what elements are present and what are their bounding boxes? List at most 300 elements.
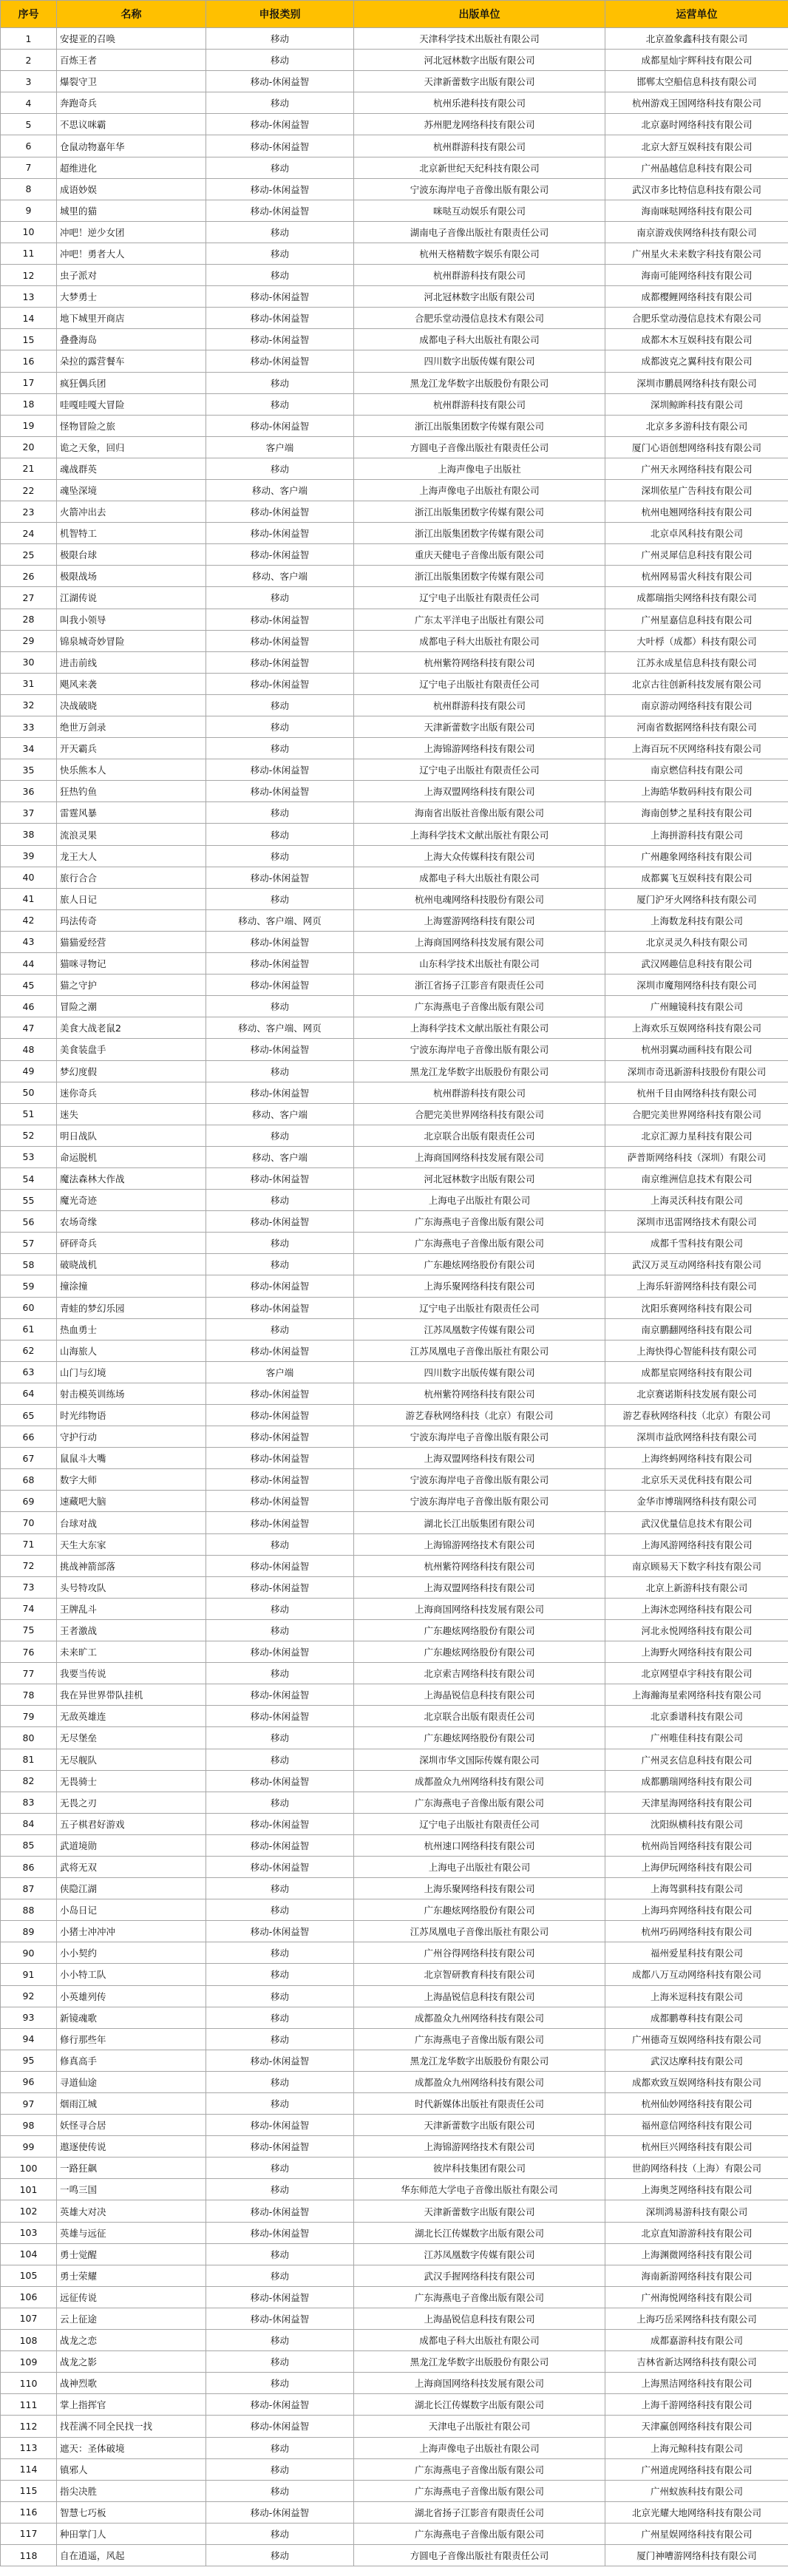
cell-category: 移动 <box>206 50 354 71</box>
cell-name: 王牌乱斗 <box>57 1598 206 1619</box>
cell-operator: 广州天永网络科技有限公司 <box>605 458 788 479</box>
cell-index: 46 <box>1 996 57 1017</box>
table-row <box>1 2093 788 2115</box>
table-row <box>1 2158 788 2179</box>
cell-operator: 南京游动网络科技有限公司 <box>605 694 788 716</box>
cell-publisher: 北京联合出版有限责任公司 <box>354 1706 605 1727</box>
cell-name: 未来旷工 <box>57 1641 206 1663</box>
cell-name: 战神烈歌 <box>57 2373 206 2394</box>
cell-name: 雷霆风暴 <box>57 802 206 824</box>
cell-category: 移动 <box>206 2265 354 2286</box>
table-row <box>1 329 788 350</box>
cell-operator: 上海沐恋网络科技有限公司 <box>605 1598 788 1619</box>
cell-publisher: 上海锦游网络技术有限公司 <box>354 2136 605 2158</box>
cell-operator: 北京灵灵久科技有限公司 <box>605 931 788 952</box>
cell-operator: 广州蚁族科技有限公司 <box>605 2480 788 2501</box>
cell-operator: 上海黑洁网络科技有限公司 <box>605 2373 788 2394</box>
cell-operator: 武汉达摩科技有限公司 <box>605 2050 788 2071</box>
cell-operator: 上海伊玩网络科技有限公司 <box>605 1856 788 1877</box>
cell-index: 57 <box>1 1233 57 1254</box>
cell-index: 98 <box>1 2115 57 2136</box>
cell-operator: 广州星娱网络科技有限公司 <box>605 2523 788 2544</box>
table-row <box>1 738 788 759</box>
header-index: 序号 <box>1 1 57 28</box>
table-row <box>1 996 788 1017</box>
cell-index: 48 <box>1 1039 57 1060</box>
cell-publisher: 上海双盟网络科技有限公司 <box>354 781 605 802</box>
cell-operator: 杭州电翘网络科技有限公司 <box>605 501 788 523</box>
table-row <box>1 1921 788 1942</box>
cell-operator: 南京维洲信息技术有限公司 <box>605 1167 788 1189</box>
cell-operator: 上海欢乐互娱网络科技有限公司 <box>605 1017 788 1039</box>
cell-name: 挑战神箭部落 <box>57 1555 206 1576</box>
cell-operator: 深圳市魔翔网络科技有限公司 <box>605 975 788 996</box>
cell-operator: 北京黍谱科技有限公司 <box>605 1706 788 1727</box>
table-row <box>1 1856 788 1877</box>
cell-index: 105 <box>1 2265 57 2286</box>
cell-category: 移动-休闲益智 <box>206 1469 354 1491</box>
cell-publisher: 杭州紫符网络科技有限公司 <box>354 1383 605 1404</box>
cell-publisher: 合肥完美世界网络科技有限公司 <box>354 1103 605 1125</box>
cell-publisher: 海南省出版社音像出版有限公司 <box>354 802 605 824</box>
cell-name: 极限台球 <box>57 544 206 566</box>
cell-index: 62 <box>1 1340 57 1361</box>
cell-operator: 广州灵犀信息科技有限公司 <box>605 544 788 566</box>
cell-name: 朵拉的露营餐车 <box>57 350 206 372</box>
cell-category: 移动 <box>206 1727 354 1749</box>
cell-operator: 武汉市多比特信息科技有限公司 <box>605 178 788 200</box>
cell-index: 88 <box>1 1899 57 1921</box>
cell-category: 移动-休闲益智 <box>206 1684 354 1706</box>
cell-operator: 北京赛诺斯科技发展有限公司 <box>605 1383 788 1404</box>
cell-category: 移动 <box>206 888 354 909</box>
cell-operator: 北京上新游科技有限公司 <box>605 1576 788 1598</box>
cell-publisher: 杭州群游科技有限公司 <box>354 1082 605 1103</box>
cell-publisher: 成都电子科大出版社有限公司 <box>354 867 605 888</box>
table-row <box>1 544 788 566</box>
cell-name: 美食大战老鼠2 <box>57 1017 206 1039</box>
cell-publisher: 苏州肥龙网络科技有限公司 <box>354 114 605 135</box>
cell-category: 移动-休闲益智 <box>206 1275 354 1297</box>
cell-category: 移动-休闲益智 <box>206 329 354 350</box>
cell-operator: 上海驾骐科技有限公司 <box>605 1878 788 1899</box>
cell-name: 机智特工 <box>57 523 206 544</box>
cell-category: 移动 <box>206 1878 354 1899</box>
cell-operator: 南京燃信科技有限公司 <box>605 759 788 781</box>
cell-publisher: 河北冠林数字出版有限公司 <box>354 1167 605 1189</box>
cell-name: 云上征途 <box>57 2308 206 2329</box>
cell-index: 81 <box>1 1749 57 1770</box>
cell-name: 超维进化 <box>57 157 206 178</box>
table-row <box>1 824 788 845</box>
cell-name: 诡之天象，回归 <box>57 436 206 458</box>
cell-index: 77 <box>1 1663 57 1684</box>
cell-publisher: 咪哒互动娱乐有限公司 <box>354 200 605 221</box>
cell-publisher: 江苏凤凰电子音像出版社有限公司 <box>354 1921 605 1942</box>
cell-operator: 北京多多游科技有限公司 <box>605 415 788 436</box>
cell-name: 射击模英训练场 <box>57 1383 206 1404</box>
cell-index: 43 <box>1 931 57 952</box>
cell-index: 97 <box>1 2093 57 2115</box>
cell-operator: 上海野火网络科技有限公司 <box>605 1641 788 1663</box>
table-row <box>1 802 788 824</box>
table-row <box>1 2050 788 2071</box>
cell-operator: 南京顾易天下数字科技有限公司 <box>605 1555 788 1576</box>
cell-name: 修行那些年 <box>57 2028 206 2050</box>
table-row <box>1 587 788 609</box>
cell-category: 移动 <box>206 372 354 393</box>
cell-operator: 大叶桴（成都）科技有限公司 <box>605 630 788 651</box>
cell-name: 旅行合合 <box>57 867 206 888</box>
cell-operator: 厦门神嘈游网络科技有限公司 <box>605 2544 788 2566</box>
table-body <box>1 28 788 2566</box>
cell-operator: 北京大舒互娱科技有限公司 <box>605 135 788 157</box>
table-row <box>1 1297 788 1318</box>
table-row <box>1 694 788 716</box>
cell-publisher: 上海晶锐信息科技有限公司 <box>354 2308 605 2329</box>
cell-name: 王者激战 <box>57 1619 206 1641</box>
cell-category: 移动 <box>206 1985 354 2007</box>
table-row <box>1 2351 788 2373</box>
cell-category: 移动 <box>206 157 354 178</box>
cell-category: 移动-休闲益智 <box>206 1426 354 1448</box>
cell-publisher: 宁波东海岸电子音像出版有限公司 <box>354 1469 605 1491</box>
cell-category: 移动 <box>206 2437 354 2458</box>
cell-category: 移动 <box>206 2243 354 2265</box>
cell-index: 90 <box>1 1942 57 1964</box>
cell-category: 移动-休闲益智 <box>206 759 354 781</box>
table-row <box>1 781 788 802</box>
cell-index: 108 <box>1 2330 57 2351</box>
cell-publisher: 杭州群游科技有限公司 <box>354 265 605 286</box>
cell-index: 7 <box>1 157 57 178</box>
cell-publisher: 广东海燕电子音像出版有限公司 <box>354 2480 605 2501</box>
cell-operator: 成都木木互娱科技有限公司 <box>605 329 788 350</box>
cell-name: 智慧七巧板 <box>57 2501 206 2523</box>
cell-name: 热血勇士 <box>57 1318 206 1340</box>
table-row <box>1 479 788 501</box>
cell-category: 移动-休闲益智 <box>206 71 354 92</box>
cell-category: 移动-休闲益智 <box>206 1834 354 1856</box>
cell-operator: 上海终蚂网络科技有限公司 <box>605 1448 788 1469</box>
cell-publisher: 广东海燕电子音像出版有限公司 <box>354 2458 605 2480</box>
cell-index: 104 <box>1 2243 57 2265</box>
cell-publisher: 深圳市华文国际传媒有限公司 <box>354 1749 605 1770</box>
cell-name: 江湖传说 <box>57 587 206 609</box>
cell-operator: 广州晶越信息科技有限公司 <box>605 157 788 178</box>
cell-name: 无尽堡垒 <box>57 1727 206 1749</box>
table-row <box>1 1405 788 1426</box>
cell-operator: 成都瑞指尖网络科技有限公司 <box>605 587 788 609</box>
cell-operator: 杭州千目由网络科技有限公司 <box>605 1082 788 1103</box>
cell-index: 34 <box>1 738 57 759</box>
cell-operator: 上海瀚海星索网络科技有限公司 <box>605 1684 788 1706</box>
cell-publisher: 河北冠林数字出版有限公司 <box>354 286 605 308</box>
cell-category: 移动 <box>206 1964 354 1985</box>
cell-index: 1 <box>1 28 57 50</box>
cell-name: 台球对战 <box>57 1512 206 1533</box>
cell-category: 移动-休闲益智 <box>206 2394 354 2416</box>
table-row <box>1 1727 788 1749</box>
cell-name: 无畏骑士 <box>57 1770 206 1792</box>
table-row <box>1 393 788 415</box>
cell-operator: 合肥乐堂动漫信息技术有限公司 <box>605 308 788 329</box>
header-category: 申报类别 <box>206 1 354 28</box>
cell-operator: 上海奥芝网络科技有限公司 <box>605 2179 788 2200</box>
cell-operator: 北京古往创新科技发展有限公司 <box>605 673 788 694</box>
cell-publisher: 上海科学技术文献出版社有限公司 <box>354 1017 605 1039</box>
cell-name: 新镜魂歌 <box>57 2007 206 2028</box>
cell-publisher: 辽宁电子出版社有限责任公司 <box>354 587 605 609</box>
cell-index: 50 <box>1 1082 57 1103</box>
cell-category: 移动-休闲益智 <box>206 2222 354 2243</box>
cell-publisher: 游艺春秋网络科技（北京）有限公司 <box>354 1405 605 1426</box>
cell-category: 移动、客户端 <box>206 1103 354 1125</box>
table-row <box>1 2394 788 2416</box>
cell-operator: 天津赢创网络科技有限公司 <box>605 2416 788 2437</box>
cell-index: 114 <box>1 2458 57 2480</box>
cell-index: 42 <box>1 909 57 931</box>
cell-operator: 深圳鲸眸科技有限公司 <box>605 393 788 415</box>
cell-operator: 广州唯佳科技有限公司 <box>605 1727 788 1749</box>
cell-operator: 海南可能网络科技有限公司 <box>605 265 788 286</box>
cell-category: 移动 <box>206 243 354 264</box>
cell-category: 移动-休闲益智 <box>206 2501 354 2523</box>
cell-index: 65 <box>1 1405 57 1426</box>
cell-publisher: 方圆电子音像出版社有限责任公司 <box>354 2544 605 2566</box>
cell-name: 地下城里开商店 <box>57 308 206 329</box>
table-row <box>1 1899 788 1921</box>
cell-index: 118 <box>1 2544 57 2566</box>
cell-index: 101 <box>1 2179 57 2200</box>
cell-publisher: 湖南电子音像出版社有限责任公司 <box>354 221 605 243</box>
table-row <box>1 2480 788 2501</box>
cell-category: 移动-休闲益智 <box>206 975 354 996</box>
cell-name: 冒险之潮 <box>57 996 206 1017</box>
cell-operator: 杭州仙妙网络科技有限公司 <box>605 2093 788 2115</box>
table-row <box>1 975 788 996</box>
cell-index: 25 <box>1 544 57 566</box>
cell-index: 61 <box>1 1318 57 1340</box>
table-row <box>1 2286 788 2308</box>
cell-category: 移动-休闲益智 <box>206 1921 354 1942</box>
cell-operator: 福州爱星科技有限公司 <box>605 1942 788 1964</box>
cell-category: 移动 <box>206 221 354 243</box>
table-row <box>1 1060 788 1082</box>
cell-category: 移动-休闲益智 <box>206 415 354 436</box>
cell-operator: 邯郸太空船信息科技有限公司 <box>605 71 788 92</box>
cell-name: 明日战队 <box>57 1125 206 1146</box>
cell-index: 116 <box>1 2501 57 2523</box>
cell-publisher: 成都盈众九州网络科技有限公司 <box>354 2071 605 2092</box>
cell-index: 64 <box>1 1383 57 1404</box>
cell-index: 69 <box>1 1491 57 1512</box>
cell-operator: 杭州巧码网络科技有限公司 <box>605 1921 788 1942</box>
cell-name: 叫我小领导 <box>57 609 206 630</box>
cell-operator: 杭州尚旨网络科技有限公司 <box>605 1834 788 1856</box>
cell-operator: 杭州巨兴网络科技有限公司 <box>605 2136 788 2158</box>
cell-operator: 江苏永成星信息科技有限公司 <box>605 651 788 673</box>
table-row <box>1 2115 788 2136</box>
table-row <box>1 1792 788 1813</box>
cell-name: 狂热钓鱼 <box>57 781 206 802</box>
cell-index: 16 <box>1 350 57 372</box>
cell-category: 移动-休闲益智 <box>206 135 354 157</box>
cell-name: 猫咪寻物记 <box>57 953 206 975</box>
cell-publisher: 杭州群游科技有限公司 <box>354 694 605 716</box>
cell-category: 移动-休闲益智 <box>206 1082 354 1103</box>
table-row <box>1 200 788 221</box>
table-row <box>1 2007 788 2028</box>
cell-name: 冲吧！勇者大人 <box>57 243 206 264</box>
cell-index: 58 <box>1 1254 57 1275</box>
cell-publisher: 杭州天格精数字娱乐有限公司 <box>354 243 605 264</box>
cell-publisher: 杭州群游科技有限公司 <box>354 393 605 415</box>
cell-publisher: 上海商国网络科技发展有限公司 <box>354 1598 605 1619</box>
cell-operator: 广州瞳镜科技有限公司 <box>605 996 788 1017</box>
cell-category: 移动 <box>206 2179 354 2200</box>
cell-index: 73 <box>1 1576 57 1598</box>
cell-name: 鼠鼠斗大嘴 <box>57 1448 206 1469</box>
cell-category: 移动、客户端 <box>206 479 354 501</box>
cell-operator: 广州海悦网络科技有限公司 <box>605 2286 788 2308</box>
cell-category: 移动-休闲益智 <box>206 286 354 308</box>
table-row <box>1 1103 788 1125</box>
cell-name: 爆裂守卫 <box>57 71 206 92</box>
cell-publisher: 天津新蕾数字出版有限公司 <box>354 2115 605 2136</box>
cell-publisher: 广东海燕电子音像出版有限公司 <box>354 1211 605 1233</box>
cell-index: 66 <box>1 1426 57 1448</box>
cell-category: 移动 <box>206 694 354 716</box>
cell-operator: 北京直知游游科技有限公司 <box>605 2222 788 2243</box>
table-row <box>1 135 788 157</box>
cell-category: 移动 <box>206 1792 354 1813</box>
cell-publisher: 上海电子出版社有限公司 <box>354 1856 605 1877</box>
cell-category: 移动 <box>206 28 354 50</box>
cell-category: 移动 <box>206 1233 354 1254</box>
cell-publisher: 广州谷得网络科技有限公司 <box>354 1942 605 1964</box>
cell-category: 移动、客户端、网页 <box>206 1017 354 1039</box>
table-row <box>1 436 788 458</box>
cell-category: 移动-休闲益智 <box>206 931 354 952</box>
cell-category: 移动 <box>206 1125 354 1146</box>
table-row <box>1 350 788 372</box>
cell-name: 安提亚的召唤 <box>57 28 206 50</box>
cell-category: 移动、客户端 <box>206 1146 354 1167</box>
cell-name: 小猪士冲冲冲 <box>57 1921 206 1942</box>
cell-category: 移动 <box>206 265 354 286</box>
cell-publisher: 广东海燕电子音像出版有限公司 <box>354 1233 605 1254</box>
cell-publisher: 上海双盟网络科技有限公司 <box>354 1448 605 1469</box>
cell-operator: 成都欢致互娱网络科技有限公司 <box>605 2071 788 2092</box>
cell-name: 火箭冲出去 <box>57 501 206 523</box>
cell-operator: 厦门沪牙火网络科技有限公司 <box>605 888 788 909</box>
cell-publisher: 湖北长江出版集团有限公司 <box>354 1512 605 1533</box>
cell-index: 35 <box>1 759 57 781</box>
cell-name: 农场奇缘 <box>57 1211 206 1233</box>
cell-category: 移动-休闲益智 <box>206 501 354 523</box>
cell-operator: 成都鹏尊科技有限公司 <box>605 2007 788 2028</box>
cell-publisher: 成都盈众九州网络科技有限公司 <box>354 2007 605 2028</box>
cell-index: 95 <box>1 2050 57 2071</box>
cell-category: 移动 <box>206 2028 354 2050</box>
cell-operator: 广州趣象网络科技有限公司 <box>605 845 788 867</box>
table-row <box>1 1469 788 1491</box>
table-row <box>1 888 788 909</box>
cell-name: 天生大东家 <box>57 1533 206 1555</box>
table-row <box>1 415 788 436</box>
cell-publisher: 成都电子科大出版社有限公司 <box>354 630 605 651</box>
cell-name: 速藏吧大脑 <box>57 1491 206 1512</box>
table-row <box>1 566 788 587</box>
cell-index: 38 <box>1 824 57 845</box>
cell-index: 44 <box>1 953 57 975</box>
cell-publisher: 浙江出版集团数字传媒有限公司 <box>354 566 605 587</box>
cell-operator: 成都星宸网络科技有限公司 <box>605 1361 788 1383</box>
table-row <box>1 1619 788 1641</box>
table-row <box>1 308 788 329</box>
cell-index: 84 <box>1 1813 57 1834</box>
table-row <box>1 1383 788 1404</box>
cell-operator: 武汉网趣信息科技有限公司 <box>605 953 788 975</box>
cell-index: 49 <box>1 1060 57 1082</box>
cell-category: 移动-休闲益智 <box>206 1706 354 1727</box>
cell-publisher: 山东科学技术出版社有限公司 <box>354 953 605 975</box>
table-row <box>1 673 788 694</box>
cell-index: 14 <box>1 308 57 329</box>
cell-index: 85 <box>1 1834 57 1856</box>
cell-operator: 成都波克之翼科技有限公司 <box>605 350 788 372</box>
cell-name: 妖怪寻合居 <box>57 2115 206 2136</box>
cell-publisher: 北京新世纪天纪科技有限公司 <box>354 157 605 178</box>
cell-index: 67 <box>1 1448 57 1469</box>
cell-publisher: 天津电子出版社有限公司 <box>354 2416 605 2437</box>
cell-name: 虫子派对 <box>57 265 206 286</box>
table-row <box>1 2458 788 2480</box>
cell-category: 移动-休闲益智 <box>206 2050 354 2071</box>
table-row <box>1 1813 788 1834</box>
cell-operator: 上海乐轩游网络科技有限公司 <box>605 1275 788 1297</box>
cell-category: 移动-休闲益智 <box>206 523 354 544</box>
cell-index: 40 <box>1 867 57 888</box>
cell-name: 飓风来袭 <box>57 673 206 694</box>
table-row <box>1 523 788 544</box>
cell-index: 59 <box>1 1275 57 1297</box>
cell-index: 5 <box>1 114 57 135</box>
cell-name: 旅人日记 <box>57 888 206 909</box>
table-row <box>1 50 788 71</box>
cell-publisher: 广东趣炫网络股份有限公司 <box>354 1254 605 1275</box>
cell-index: 106 <box>1 2286 57 2308</box>
table-row <box>1 1598 788 1619</box>
cell-publisher: 杭州紫符网络科技有限公司 <box>354 1555 605 1576</box>
cell-publisher: 上海商国网络科技发展有限公司 <box>354 931 605 952</box>
cell-index: 92 <box>1 1985 57 2007</box>
cell-name: 绝世万剑录 <box>57 716 206 738</box>
cell-index: 6 <box>1 135 57 157</box>
table-row <box>1 1318 788 1340</box>
cell-index: 12 <box>1 265 57 286</box>
cell-name: 指尖决胜 <box>57 2480 206 2501</box>
cell-name: 烟雨江城 <box>57 2093 206 2115</box>
cell-name: 无畏之刃 <box>57 1792 206 1813</box>
cell-category: 客户端 <box>206 1361 354 1383</box>
cell-publisher: 上海电子出版社有限公司 <box>354 1190 605 1211</box>
cell-category: 移动 <box>206 92 354 114</box>
cell-index: 87 <box>1 1878 57 1899</box>
cell-index: 70 <box>1 1512 57 1533</box>
table-row <box>1 2330 788 2351</box>
